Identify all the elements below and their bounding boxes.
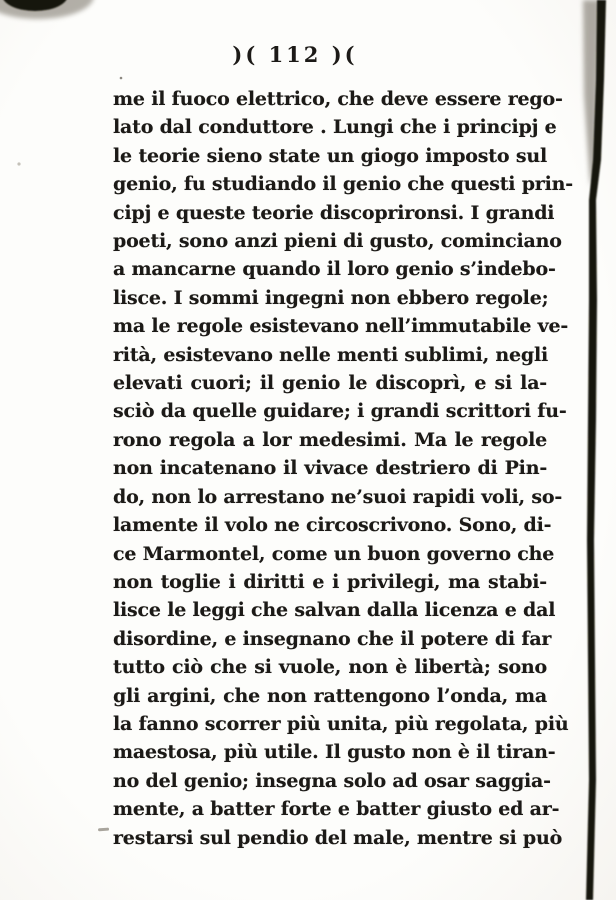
text-line: lamente il volo ne circoscrivono. Sono, di- bbox=[113, 514, 552, 537]
top-left-ink-blob-artifact bbox=[0, 0, 94, 19]
text-line: rità, esistevano nelle menti sublimi, negli bbox=[113, 343, 549, 366]
speck-artifact bbox=[120, 77, 123, 80]
page-edge-gray-wedge-artifact bbox=[583, 0, 600, 186]
text-line: cipj e queste teorie discoprironsi. I grandi bbox=[113, 201, 555, 224]
text-line: non incatenano il vivace destriero di Pin- bbox=[113, 457, 547, 480]
text-line: ce Marmontel, come un buon governo che bbox=[113, 542, 555, 565]
text-line: non toglie i diritti e i privilegi, ma stabi- bbox=[113, 570, 547, 593]
page-number-header: )( 112 )( bbox=[232, 42, 358, 67]
text-lines bbox=[113, 85, 573, 852]
text-line: lisce le leggi che salvan dalla licenza e dal bbox=[113, 599, 556, 622]
text-line: ma le regole esistevano nell’immutabile ve- bbox=[113, 315, 569, 338]
text-line: lato dal conduttore . Lungi che i principj e bbox=[113, 116, 557, 139]
speck-artifact bbox=[17, 162, 20, 165]
text-line: do, non lo arrestano ne’suoi rapidi voli, so- bbox=[113, 485, 563, 508]
text-line: rono regola a lor medesimi. Ma le regole bbox=[113, 428, 547, 451]
pre-line-dash-mark-artifact bbox=[98, 828, 109, 832]
text-line: elevati cuori; il genio le discoprì, e si la- bbox=[113, 372, 547, 395]
text-line: disordine, e insegnano che il potere di far bbox=[113, 627, 552, 650]
text-line: maestosa, più utile. Il gusto non è il tiran- bbox=[113, 741, 556, 764]
text-line: lisce. I sommi ingegni non ebbero regole; bbox=[113, 286, 549, 309]
text-line: a mancarne quando il loro genio s’indebo- bbox=[113, 258, 556, 281]
text-line: me il fuoco elettrico, che deve essere rego- bbox=[113, 88, 563, 110]
page-edge-shadow-artifact bbox=[586, 0, 606, 900]
text-line: la fanno scorrer più unita, più regolata, più bbox=[113, 712, 569, 735]
text-line: mente, a batter forte e batter giusto ed ar- bbox=[113, 798, 560, 821]
text-line: restarsi sul pendio del male, mentre si può bbox=[113, 826, 563, 849]
text-line: tutto ciò che si vuole, non è libertà; sono bbox=[113, 656, 547, 679]
text-block bbox=[113, 85, 573, 852]
text-line: no del genio; insegna solo ad osar saggia- bbox=[113, 769, 551, 792]
text-line: sciò da quelle guidare; i grandi scrittori fu- bbox=[113, 400, 567, 423]
text-line: genio, fu studiando il genio che questi prin- bbox=[113, 173, 573, 196]
text-line: le teorie sieno state un giogo imposto sul bbox=[113, 144, 547, 167]
text-line: gli argini, che non rattengono l’onda, ma bbox=[113, 684, 547, 707]
text-line: poeti, sono anzi pieni di gusto, cominciano bbox=[113, 230, 562, 253]
